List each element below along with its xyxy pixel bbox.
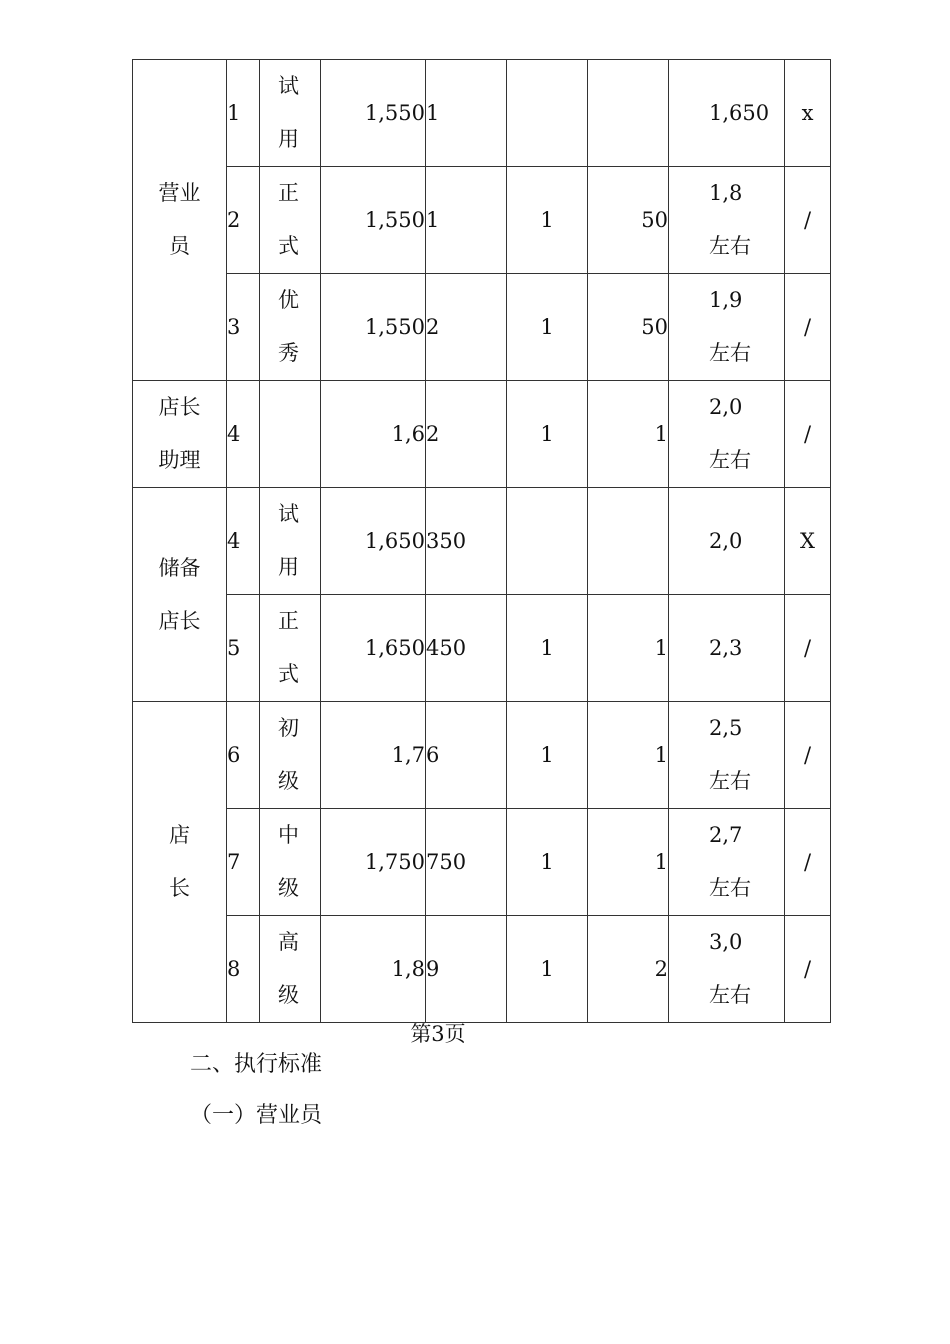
level-cell: 试用 — [260, 488, 321, 595]
table-row — [133, 702, 831, 809]
value-cell: 50 — [588, 274, 669, 381]
value-cell: 450 — [426, 595, 507, 702]
total-cell: 3,0左右 — [669, 916, 785, 1023]
value-cell — [588, 488, 669, 595]
subsection-heading: （一）营业员 — [190, 1103, 323, 1128]
value-cell: 1 — [507, 167, 588, 274]
value-cell: 1,750 — [321, 809, 426, 916]
value-cell: 750 — [426, 809, 507, 916]
total-cell: 1,9左右 — [669, 274, 785, 381]
value-cell: 1 — [507, 595, 588, 702]
total-cell: 2,7左右 — [669, 809, 785, 916]
value-cell: 1,550 — [321, 167, 426, 274]
mark-cell: x — [785, 60, 831, 167]
level-cell: 正式 — [260, 167, 321, 274]
section-heading: 二、执行标准 — [190, 1052, 323, 1077]
value-cell — [588, 60, 669, 167]
value-cell: 6 — [426, 702, 507, 809]
value-cell — [507, 488, 588, 595]
mark-cell: / — [785, 916, 831, 1023]
table-row — [133, 809, 831, 916]
number-cell: 8 — [227, 916, 260, 1023]
mark-cell: X — [785, 488, 831, 595]
mark-cell: / — [785, 809, 831, 916]
table-row — [133, 595, 831, 702]
number-cell: 4 — [227, 381, 260, 488]
value-cell: 350 — [426, 488, 507, 595]
value-cell: 1 — [507, 916, 588, 1023]
salary-table — [132, 59, 831, 1023]
total-cell: 1,650 — [669, 60, 785, 167]
value-cell: 1,6 — [321, 381, 426, 488]
value-cell: 1 — [588, 809, 669, 916]
table-row — [133, 274, 831, 381]
mark-cell: / — [785, 167, 831, 274]
table-row — [133, 916, 831, 1023]
mark-cell: / — [785, 595, 831, 702]
total-cell: 2,3 — [669, 595, 785, 702]
value-cell: 2 — [588, 916, 669, 1023]
table-row — [133, 381, 831, 488]
mark-cell: / — [785, 381, 831, 488]
level-cell: 初级 — [260, 702, 321, 809]
value-cell: 2 — [426, 274, 507, 381]
value-cell: 1 — [507, 274, 588, 381]
table-row — [133, 60, 831, 167]
value-cell: 50 — [588, 167, 669, 274]
value-cell — [507, 60, 588, 167]
value-cell: 9 — [426, 916, 507, 1023]
value-cell: 1,550 — [321, 274, 426, 381]
level-cell: 高级 — [260, 916, 321, 1023]
level-cell: 正式 — [260, 595, 321, 702]
value-cell: 1 — [588, 702, 669, 809]
role-cell: 店长助理 — [133, 381, 227, 488]
value-cell: 1 — [507, 381, 588, 488]
table-row — [133, 167, 831, 274]
role-cell: 营业员 — [133, 60, 227, 381]
total-cell: 2,0左右 — [669, 381, 785, 488]
table-row — [133, 488, 831, 595]
page-number: 第3页 — [410, 1022, 466, 1046]
mark-cell: / — [785, 274, 831, 381]
value-cell: 1 — [426, 60, 507, 167]
value-cell: 2 — [426, 381, 507, 488]
number-cell: 4 — [227, 488, 260, 595]
level-cell: 优秀 — [260, 274, 321, 381]
value-cell: 1,650 — [321, 488, 426, 595]
number-cell: 3 — [227, 274, 260, 381]
level-cell: 中级 — [260, 809, 321, 916]
value-cell: 1,8 — [321, 916, 426, 1023]
number-cell: 5 — [227, 595, 260, 702]
mark-cell: / — [785, 702, 831, 809]
value-cell: 1,7 — [321, 702, 426, 809]
role-cell: 储备店长 — [133, 488, 227, 702]
total-cell: 2,5左右 — [669, 702, 785, 809]
value-cell: 1 — [507, 809, 588, 916]
value-cell: 1 — [588, 595, 669, 702]
role-cell: 店长 — [133, 702, 227, 1023]
number-cell: 2 — [227, 167, 260, 274]
total-cell: 1,8左右 — [669, 167, 785, 274]
level-cell: 试用 — [260, 60, 321, 167]
value-cell: 1,550 — [321, 60, 426, 167]
value-cell: 1,650 — [321, 595, 426, 702]
value-cell: 1 — [426, 167, 507, 274]
number-cell: 6 — [227, 702, 260, 809]
total-cell: 2,0 — [669, 488, 785, 595]
value-cell: 1 — [588, 381, 669, 488]
level-cell — [260, 381, 321, 488]
value-cell: 1 — [507, 702, 588, 809]
number-cell: 7 — [227, 809, 260, 916]
number-cell: 1 — [227, 60, 260, 167]
